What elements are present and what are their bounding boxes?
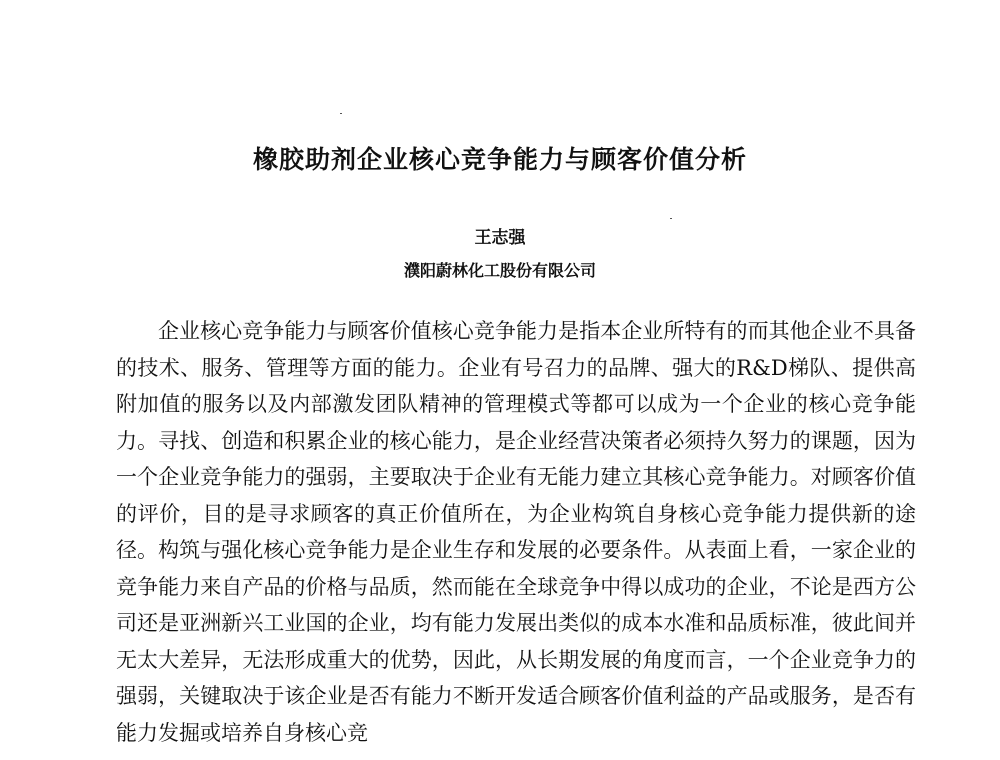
scan-speck (670, 218, 672, 219)
author-name: 王志强 (474, 228, 526, 248)
scan-speck (340, 113, 342, 114)
author-affiliation: 濮阳蔚林化工股份有限公司 (403, 261, 596, 280)
body-paragraph: 企业核心竞争能力与顾客价值核心竞争能力是指本企业所特有的而其他企业不具备的技术、服务、管理等方面的能力。企业有号召力的品牌、强大的R&D梯队、提供高附加值的服务以及内部激发团队精神的管理模式等都可以成为一个企业的核心竞争能力。寻找、创造和积累企业的核心能力，是企业经营决策者必须持久努力的课题，因为一个企业竞争能力的强弱，主要取决于企业有无能力建立其核心竞争能力。对顾客价值的评价，目的是寻求顾客的真正价值所在，为企业构筑自身核心竞争能力提供新的途径。构筑与强化核心竞争能力是企业生存和发展的必要条件。从表面上看，一家企业的竞争能力来自产品的价格与品质，然而能在全球竞争中得以成功的企业，不论是西方公司还是亚洲新兴工业国的企业，均有能力发展出类似的成本水准和品质标准，彼此间并无太大差异，无法形成重大的优势，因此，从长期发展的角度而言，一个企业竞争力的强弱，关键取决于该企业是否有能力不断开发适合顾客价值利益的产品或服务，是否有能力发掘或培养自身核心竞 (116, 319, 916, 745)
paper-title: 橡胶助剂企业核心竞争能力与顾客价值分析 (252, 145, 747, 174)
